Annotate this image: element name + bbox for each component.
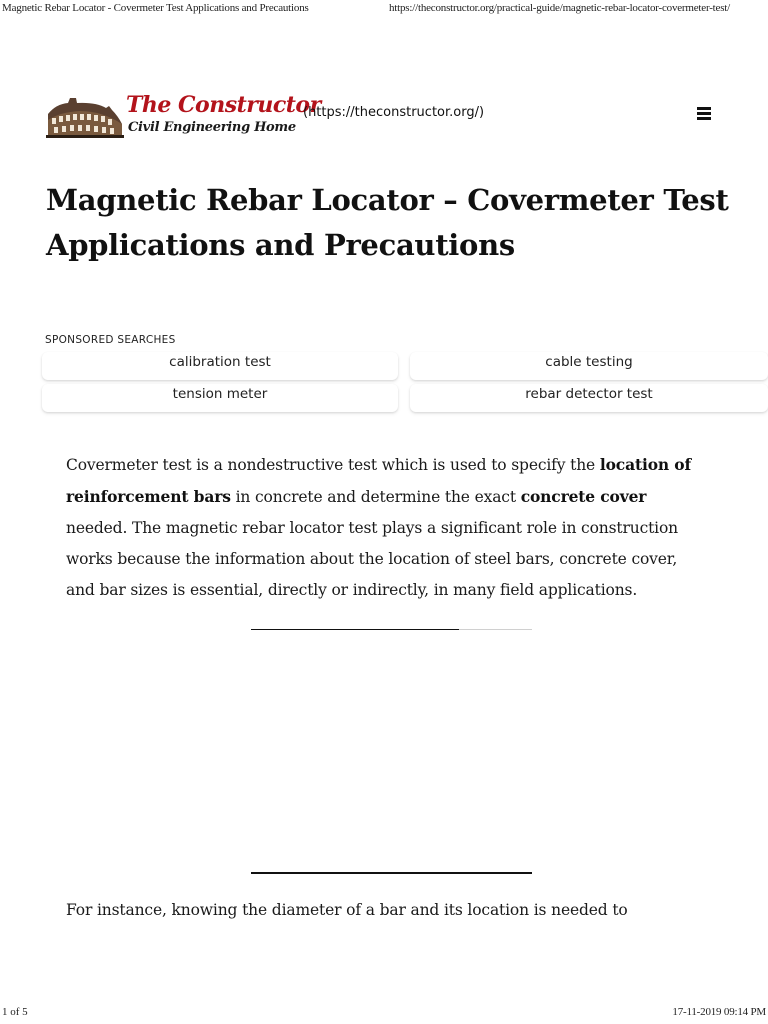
sponsored-search-label: rebar detector test [525, 386, 653, 402]
intro-bold-rebar-location: location of reinforcement bars [66, 455, 691, 506]
logo-subtitle: Civil Engineering Home [128, 120, 296, 135]
intro-text-3: needed. The magnetic rebar locator test plays a significant role in construction works because the information about the location of steel bars, concrete cover, and bar sizes is essential, directly or indirectly, in many field applications. [66, 519, 679, 599]
ad-placeholder [251, 632, 532, 870]
page-title-line-2: Applications and Precautions [46, 228, 515, 262]
sponsored-search-label: calibration test [169, 354, 271, 370]
page-title [46, 178, 736, 268]
ad-bottom-divider [251, 872, 532, 874]
page-number: 1 of 5 [2, 1006, 28, 1018]
intro-paragraph [66, 449, 696, 606]
intro-text-1: Covermeter test is a nondestructive test which is used to specify the [66, 456, 600, 474]
print-header-url: https://theconstructor.org/practical-guide/magnetic-rebar-locator-covermeter-test/ [389, 2, 731, 14]
ad-top-divider [251, 629, 532, 630]
print-datetime: 17-11-2019 09:14 PM [672, 1006, 766, 1018]
site-logo[interactable] [46, 92, 321, 140]
print-header-title: Magnetic Rebar Locator - Covermeter Test Applications and Precautions [2, 2, 309, 14]
colosseum-logo-icon [46, 94, 124, 138]
sponsored-search-calibration-test[interactable] [42, 352, 398, 380]
print-header [0, 0, 768, 16]
logo-title: The Constructor [126, 92, 321, 118]
sponsored-search-label: cable testing [545, 354, 633, 370]
body-paragraph: For instance, knowing the diameter of a bar and its location is needed to [66, 901, 628, 919]
sponsored-search-label: tension meter [172, 386, 268, 402]
print-footer [0, 1004, 768, 1020]
hamburger-menu-icon[interactable] [697, 107, 711, 121]
sponsored-searches-label: SPONSORED SEARCHES [45, 334, 176, 346]
intro-text-2: in concrete and determine the exact [230, 488, 521, 506]
sponsored-search-rebar-detector-test[interactable] [410, 384, 768, 412]
ad-top-divider-accent [251, 629, 459, 631]
intro-bold-concrete-cover: concrete cover [520, 487, 647, 506]
sponsored-search-tension-meter[interactable] [42, 384, 398, 412]
page-title-line-1: Magnetic Rebar Locator – Covermeter Test [46, 183, 729, 217]
site-header [46, 90, 726, 142]
sponsored-search-cable-testing[interactable] [410, 352, 768, 380]
logo-link-text[interactable]: (https://theconstructor.org/) [303, 105, 485, 120]
